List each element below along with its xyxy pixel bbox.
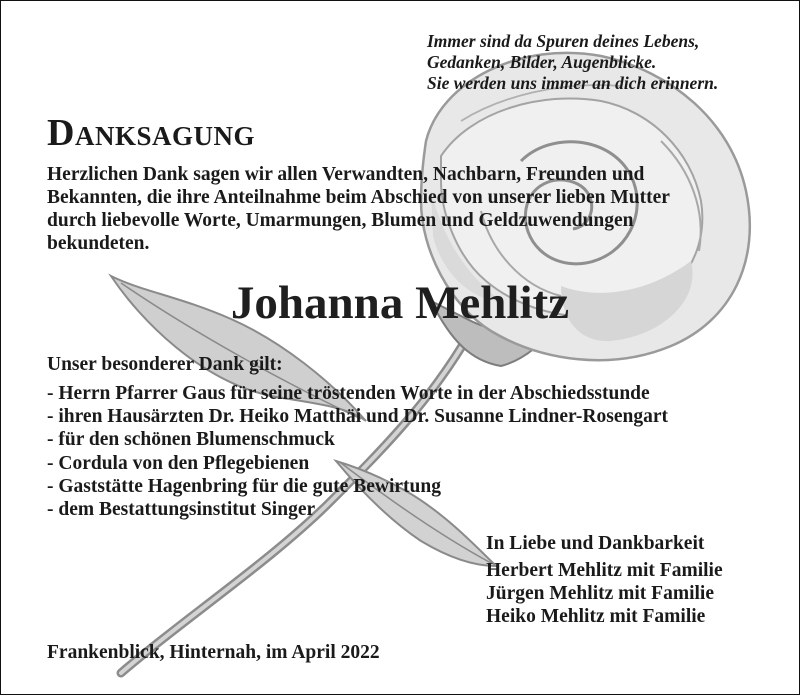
- list-item: - Cordula von den Pflegebienen: [47, 452, 310, 474]
- quote-line: Sie werden uns immer an dich erinnern.: [427, 73, 719, 93]
- place-and-date: Frankenblick, Hinternah, im April 2022: [47, 642, 380, 663]
- list-item: - ihren Hausärzten Dr. Heiko Matthäi und Dr. Susanne Lindner-Rosengart: [47, 406, 668, 428]
- list-item: - dem Bestattungsinstitut Singer: [47, 499, 316, 521]
- intro-line: Bekannten, die ihre Anteilnahme beim Abschied von unserer lieben Mutter: [47, 187, 670, 208]
- intro-paragraph: [47, 163, 767, 255]
- intro-line: bekundeten.: [47, 233, 150, 254]
- special-thanks-heading: Unser besonderer Dank gilt:: [47, 354, 283, 375]
- intro-line: durch liebevolle Worte, Umarmungen, Blumen und Geldzuwendungen: [47, 210, 634, 231]
- family-line: Heiko Mehlitz mit Familie: [486, 606, 706, 627]
- signature-block: [486, 532, 723, 628]
- quote-line: Immer sind da Spuren deines Lebens,: [427, 31, 700, 51]
- memorial-quote: [427, 31, 718, 94]
- special-thanks-list: [47, 382, 668, 521]
- family-line: Herbert Mehlitz mit Familie: [486, 560, 723, 581]
- list-item: - Gaststätte Hagenbring für die gute Bewirtung: [47, 475, 441, 497]
- family-line: Jürgen Mehlitz mit Familie: [486, 583, 714, 604]
- notice-heading: Danksagung: [47, 112, 255, 154]
- list-item: - für den schönen Blumenschmuck: [47, 429, 335, 451]
- closing-line: In Liebe und Dankbarkeit: [486, 533, 705, 554]
- intro-line: Herzlichen Dank sagen wir allen Verwandten, Nachbarn, Freunden und: [47, 164, 645, 185]
- list-item: - Herrn Pfarrer Gaus für seine tröstenden Worte in der Abschiedsstunde: [47, 383, 650, 404]
- deceased-name: Johanna Mehlitz: [230, 277, 570, 329]
- quote-line: Gedanken, Bilder, Augenblicke.: [427, 52, 657, 72]
